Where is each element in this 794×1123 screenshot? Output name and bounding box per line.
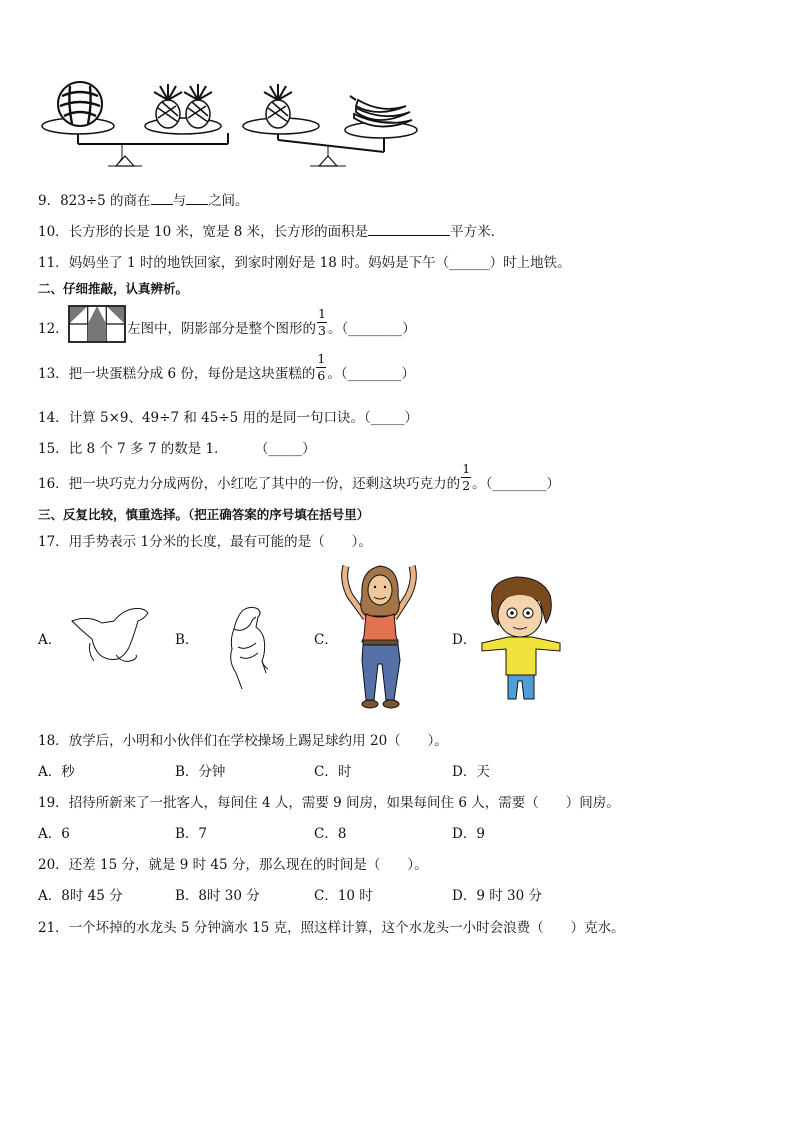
option-a[interactable]: A．8时 45 分 xyxy=(38,888,123,904)
balance-scales-illustration xyxy=(38,78,428,173)
question-14: 14．计算 5×9、49÷7 和 45÷5 用的是同一句口诀。（_____） xyxy=(38,410,418,426)
option-a[interactable]: A． xyxy=(38,632,62,648)
question-20: 20．还差 15 分，就是 9 时 45 分，那么现在的时间是（ ）。 xyxy=(38,857,428,873)
fraction: $\frac{1}{6}$ xyxy=(317,351,326,383)
option-d[interactable]: D．天 xyxy=(452,764,490,780)
option-c[interactable]: C．10 时 xyxy=(314,888,373,904)
pineapple-icon xyxy=(264,84,292,128)
balance-scale-left xyxy=(42,82,228,166)
option-a[interactable]: A．6 xyxy=(38,826,70,842)
option-d[interactable]: D．9 时 30 分 xyxy=(452,888,542,904)
pinch-hand-icon xyxy=(212,603,276,691)
section-heading-2: 二、仔细推敲，认真辨析。 xyxy=(38,281,189,296)
question-18: 18．放学后，小明和小伙伴们在学校操场上踢足球约用 20（ ）。 xyxy=(38,733,448,749)
pineapple-icon xyxy=(184,84,212,128)
question-9: 9．823÷5 的商在 与 之间。 xyxy=(38,193,249,209)
question-15: 15．比 8 个 7 多 7 的数是 1． （_____） xyxy=(38,441,316,457)
option-d[interactable]: D．9 xyxy=(452,826,485,842)
question-17: 17．用手势表示 1分米的长度，最有可能的是（ ）。 xyxy=(38,534,372,550)
girl-arms-raised-icon xyxy=(336,560,426,712)
section-heading-3: 三、反复比较，慎重选择。（把正确答案的序号填在括号里） xyxy=(38,507,370,522)
option-c[interactable]: C． xyxy=(314,632,338,648)
question-13: 13．把一块蛋糕分成 6 份，每份是这块蛋糕的 $\frac{1}{6}$ 。（________） xyxy=(38,351,416,383)
shaded-grid-figure xyxy=(68,305,126,343)
answer-blank[interactable] xyxy=(151,192,173,205)
answer-blank[interactable] xyxy=(186,192,208,205)
boy-arms-outstretched-icon xyxy=(480,573,564,703)
pineapple-icon xyxy=(154,84,182,128)
option-c[interactable]: C．8 xyxy=(314,826,347,842)
option-b[interactable]: B．8时 30 分 xyxy=(175,888,260,904)
question-16: 16．把一块巧克力分成两份，小红吃了其中的一份，还剩这块巧克力的 $\frac{1}{2}$ 。（________） xyxy=(38,461,560,493)
option-c[interactable]: C．时 xyxy=(314,764,352,780)
answer-blank[interactable] xyxy=(368,223,450,236)
option-b[interactable]: B． xyxy=(175,632,199,648)
watermelon-icon xyxy=(58,82,102,126)
option-a[interactable]: A．秒 xyxy=(38,764,75,780)
question-19: 19．招待所新来了一批客人，每间住 4 人，需要 9 间房，如果每间住 6 人，需要（ ）间房。 xyxy=(38,795,620,811)
option-b[interactable]: B．7 xyxy=(175,826,208,842)
option-b[interactable]: B．分钟 xyxy=(175,764,226,780)
fraction: $\frac{1}{3}$ xyxy=(318,306,326,338)
question-21: 21．一个坏掉的水龙头 5 分钟滴水 15 克，照这样计算，这个水龙头一小时会浪费（ ）克水。 xyxy=(38,920,625,936)
banana-icon xyxy=(350,96,412,127)
question-10: 10．长方形的长是 10 米，宽是 8 米，长方形的面积是 平方米． xyxy=(38,224,505,240)
fraction: $\frac{1}{2}$ xyxy=(462,461,471,493)
question-11: 11．妈妈坐了 1 时的地铁回家，到家时刚好是 18 时。妈妈是下午（______）时上地铁。 xyxy=(38,255,571,271)
option-d[interactable]: D． xyxy=(452,632,477,648)
balance-scale-right xyxy=(243,84,417,166)
hand-shadow-bird-icon xyxy=(68,603,154,669)
